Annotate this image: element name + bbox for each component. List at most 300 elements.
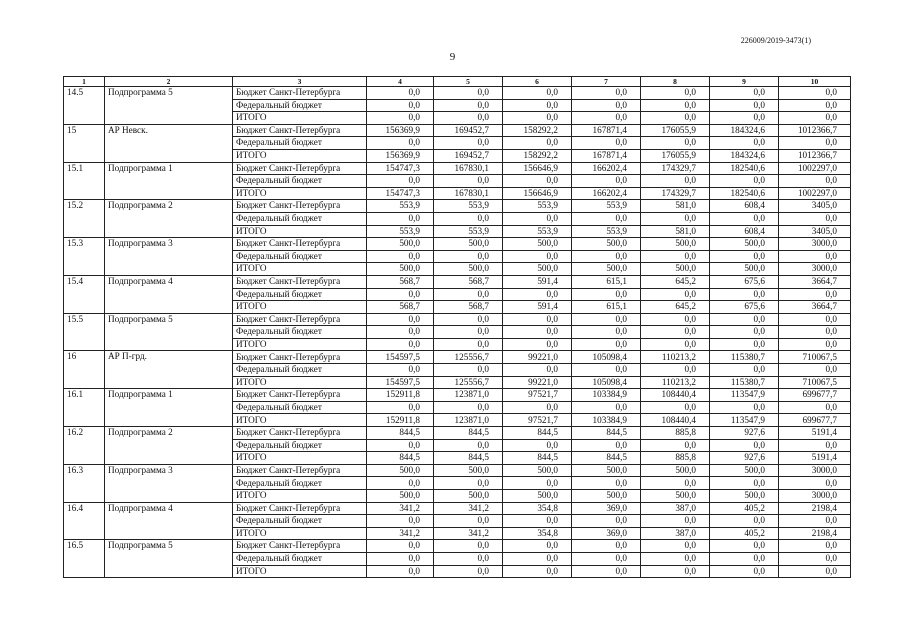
amount-value: 169452,7 (454, 150, 489, 161)
amount-cell (434, 112, 503, 125)
amount-cell (503, 288, 572, 301)
amount-cell (503, 326, 572, 339)
amount-value: 0,0 (753, 250, 765, 261)
amount-cell (710, 112, 779, 125)
funding-source: ИТОГО (233, 263, 367, 276)
column-header: 1 (64, 77, 105, 87)
amount-cell (434, 175, 503, 188)
amount-cell (367, 175, 434, 188)
table-row (64, 351, 851, 364)
amount-cell (503, 112, 572, 125)
amount-cell (710, 149, 779, 162)
amount-cell (779, 275, 851, 288)
amount-value: 710067,5 (802, 351, 837, 362)
amount-value: 167871,4 (592, 124, 627, 135)
amount-cell (779, 326, 851, 339)
amount-cell (710, 338, 779, 351)
amount-value: 110213,2 (661, 376, 696, 387)
amount-cell (641, 313, 710, 326)
item-code: 15.1 (64, 162, 105, 200)
amount-cell (503, 301, 572, 314)
amount-value: 0,0 (615, 99, 627, 110)
amount-cell (503, 490, 572, 503)
amount-value: 0,0 (753, 112, 765, 123)
amount-value: 105098,4 (592, 376, 627, 387)
amount-cell (367, 313, 434, 326)
amount-value: 0,0 (615, 326, 627, 337)
amount-value: 0,0 (825, 87, 837, 98)
amount-cell (434, 149, 503, 162)
amount-value: 156369,9 (385, 150, 420, 161)
amount-value: 0,0 (684, 250, 696, 261)
amount-value: 108440,4 (661, 389, 696, 400)
amount-value: 500,0 (537, 263, 558, 274)
amount-cell (367, 326, 434, 339)
amount-value: 0,0 (477, 250, 489, 261)
amount-value: 0,0 (408, 401, 420, 412)
amount-value: 113547,9 (730, 414, 765, 425)
amount-value: 0,0 (684, 477, 696, 488)
amount-cell (779, 389, 851, 402)
amount-cell (572, 439, 641, 452)
item-name: Подпрограмма 4 (105, 275, 233, 313)
amount-value: 0,0 (825, 137, 837, 148)
amount-cell (572, 162, 641, 175)
amount-cell (572, 414, 641, 427)
item-name: Подпрограмма 5 (105, 540, 233, 578)
amount-value: 0,0 (408, 137, 420, 148)
amount-value: 0,0 (546, 565, 558, 576)
amount-cell (779, 225, 851, 238)
amount-cell (367, 99, 434, 112)
table-row (64, 313, 851, 326)
amount-value: 387,0 (675, 527, 696, 538)
amount-value: 174329,7 (661, 162, 696, 173)
amount-cell (641, 187, 710, 200)
amount-cell (641, 124, 710, 137)
amount-cell (710, 275, 779, 288)
amount-cell (434, 212, 503, 225)
funding-source: Бюджет Санкт-Петербурга (233, 313, 367, 326)
amount-value: 0,0 (825, 553, 837, 564)
amount-cell (503, 250, 572, 263)
amount-value: 156369,9 (385, 124, 420, 135)
table-row (64, 389, 851, 402)
amount-cell (572, 124, 641, 137)
amount-cell (779, 187, 851, 200)
amount-value: 0,0 (684, 338, 696, 349)
amount-value: 110213,2 (661, 351, 696, 362)
amount-value: 0,0 (408, 553, 420, 564)
amount-cell (503, 502, 572, 515)
amount-value: 176055,9 (661, 124, 696, 135)
amount-value: 500,0 (468, 490, 489, 501)
amount-value: 0,0 (546, 338, 558, 349)
amount-cell (367, 376, 434, 389)
amount-value: 0,0 (615, 553, 627, 564)
amount-cell (572, 288, 641, 301)
amount-value: 0,0 (753, 87, 765, 98)
amount-cell (710, 477, 779, 490)
amount-value: 553,9 (606, 200, 627, 211)
amount-value: 0,0 (615, 313, 627, 324)
funding-source: Федеральный бюджет (233, 212, 367, 225)
amount-value: 0,0 (753, 515, 765, 526)
amount-value: 0,0 (408, 288, 420, 299)
amount-value: 0,0 (615, 515, 627, 526)
amount-cell (572, 427, 641, 440)
amount-cell (572, 225, 641, 238)
amount-cell (779, 99, 851, 112)
amount-value: 645,2 (675, 301, 696, 312)
amount-value: 710067,5 (802, 376, 837, 387)
amount-value: 5191,4 (811, 427, 837, 438)
amount-value: 0,0 (477, 540, 489, 551)
amount-cell (434, 137, 503, 150)
funding-source: Федеральный бюджет (233, 99, 367, 112)
amount-cell (641, 364, 710, 377)
amount-value: 0,0 (753, 313, 765, 324)
amount-value: 0,0 (615, 565, 627, 576)
amount-cell (434, 490, 503, 503)
amount-value: 0,0 (546, 515, 558, 526)
amount-value: 844,5 (399, 427, 420, 438)
amount-value: 3664,7 (811, 276, 837, 286)
amount-value: 97521,7 (528, 389, 558, 400)
amount-cell (710, 351, 779, 364)
amount-value: 152911,8 (385, 389, 420, 400)
amount-value: 0,0 (408, 112, 420, 123)
amount-cell (779, 414, 851, 427)
amount-cell (572, 250, 641, 263)
amount-value: 0,0 (477, 112, 489, 123)
amount-value: 553,9 (468, 200, 489, 211)
amount-cell (434, 351, 503, 364)
amount-cell (710, 540, 779, 553)
amount-value: 608,4 (744, 200, 765, 211)
amount-cell (641, 389, 710, 402)
amount-cell (641, 149, 710, 162)
amount-value: 0,0 (408, 540, 420, 551)
amount-value: 0,0 (615, 175, 627, 186)
amount-cell (572, 515, 641, 528)
amount-cell (779, 124, 851, 137)
funding-source: Бюджет Санкт-Петербурга (233, 124, 367, 137)
amount-cell (572, 565, 641, 578)
amount-cell (572, 275, 641, 288)
funding-source: ИТОГО (233, 301, 367, 314)
amount-value: 0,0 (615, 213, 627, 224)
amount-cell (779, 301, 851, 314)
amount-value: 0,0 (753, 553, 765, 564)
amount-value: 0,0 (615, 540, 627, 551)
amount-cell (710, 490, 779, 503)
amount-value: 0,0 (825, 439, 837, 450)
amount-value: 184324,6 (730, 124, 765, 135)
table-row (64, 200, 851, 213)
item-code: 15.3 (64, 238, 105, 276)
amount-cell (641, 540, 710, 553)
amount-value: 152911,8 (385, 414, 420, 425)
amount-cell (434, 414, 503, 427)
amount-value: 125556,7 (454, 376, 489, 387)
item-name: Подпрограмма 5 (105, 87, 233, 125)
column-header: 2 (105, 77, 233, 87)
amount-value: 500,0 (744, 263, 765, 274)
amount-value: 0,0 (546, 137, 558, 148)
amount-value: 0,0 (408, 326, 420, 337)
amount-cell (572, 401, 641, 414)
amount-value: 123871,0 (454, 389, 489, 400)
funding-source: Бюджет Санкт-Петербурга (233, 464, 367, 477)
amount-cell (779, 439, 851, 452)
amount-value: 0,0 (825, 175, 837, 186)
item-name: Подпрограмма 3 (105, 464, 233, 502)
table-row (64, 238, 851, 251)
amount-value: 0,0 (477, 213, 489, 224)
amount-cell (641, 162, 710, 175)
amount-value: 369,0 (606, 527, 627, 538)
amount-cell (367, 351, 434, 364)
amount-value: 500,0 (468, 238, 489, 249)
amount-value: 154597,5 (385, 376, 420, 387)
amount-value: 0,0 (684, 99, 696, 110)
amount-value: 500,0 (468, 464, 489, 475)
amount-cell (710, 162, 779, 175)
amount-cell (503, 200, 572, 213)
amount-cell (710, 401, 779, 414)
amount-value: 0,0 (408, 313, 420, 324)
amount-value: 0,0 (477, 326, 489, 337)
amount-value: 0,0 (825, 565, 837, 576)
amount-value: 169452,7 (454, 124, 489, 135)
amount-cell (503, 275, 572, 288)
header-row (64, 77, 851, 87)
amount-value: 115380,7 (730, 376, 765, 387)
amount-cell (367, 301, 434, 314)
amount-cell (367, 364, 434, 377)
item-name: Подпрограмма 1 (105, 162, 233, 200)
amount-value: 0,0 (546, 313, 558, 324)
amount-cell (572, 364, 641, 377)
amount-value: 0,0 (684, 137, 696, 148)
amount-cell (367, 149, 434, 162)
amount-cell (367, 427, 434, 440)
funding-source: ИТОГО (233, 149, 367, 162)
funding-source: ИТОГО (233, 376, 367, 389)
amount-value: 500,0 (606, 238, 627, 249)
amount-cell (641, 401, 710, 414)
amount-value: 0,0 (546, 364, 558, 375)
amount-cell (572, 464, 641, 477)
amount-cell (367, 464, 434, 477)
amount-value: 0,0 (753, 288, 765, 299)
amount-value: 0,0 (684, 288, 696, 299)
amount-cell (572, 326, 641, 339)
amount-value: 844,5 (537, 452, 558, 463)
amount-value: 0,0 (615, 338, 627, 349)
amount-value: 0,0 (408, 338, 420, 349)
amount-cell (367, 552, 434, 565)
funding-source: ИТОГО (233, 338, 367, 351)
amount-value: 0,0 (753, 401, 765, 412)
amount-value: 844,5 (468, 427, 489, 438)
funding-source: Федеральный бюджет (233, 439, 367, 452)
amount-value: 182540,6 (730, 162, 765, 173)
amount-value: 0,0 (825, 326, 837, 337)
amount-cell (434, 238, 503, 251)
amount-value: 0,0 (825, 288, 837, 299)
amount-cell (641, 326, 710, 339)
table-row (64, 502, 851, 515)
amount-cell (572, 338, 641, 351)
amount-value: 844,5 (606, 452, 627, 463)
amount-cell (367, 112, 434, 125)
amount-value: 0,0 (546, 477, 558, 488)
amount-cell (434, 439, 503, 452)
amount-cell (503, 124, 572, 137)
funding-source: Федеральный бюджет (233, 137, 367, 150)
amount-value: 844,5 (606, 427, 627, 438)
amount-value: 0,0 (825, 338, 837, 349)
amount-value: 0,0 (684, 326, 696, 337)
amount-value: 0,0 (546, 439, 558, 450)
amount-value: 0,0 (753, 99, 765, 110)
amount-value: 154597,5 (385, 351, 420, 362)
amount-cell (710, 87, 779, 100)
amount-cell (503, 452, 572, 465)
amount-value: 154747,3 (385, 187, 420, 198)
column-header: 3 (233, 77, 367, 87)
amount-cell (367, 124, 434, 137)
amount-cell (779, 515, 851, 528)
amount-value: 123871,0 (454, 414, 489, 425)
amount-value: 675,6 (744, 301, 765, 312)
item-code: 16.3 (64, 464, 105, 502)
column-header: 4 (367, 77, 434, 87)
amount-cell (434, 313, 503, 326)
amount-cell (367, 200, 434, 213)
amount-value: 105098,4 (592, 351, 627, 362)
amount-value: 3000,0 (811, 464, 837, 475)
amount-cell (367, 275, 434, 288)
amount-value: 0,0 (615, 477, 627, 488)
amount-cell (641, 87, 710, 100)
amount-cell (434, 565, 503, 578)
amount-cell (434, 477, 503, 490)
amount-value: 0,0 (408, 175, 420, 186)
amount-value: 553,9 (399, 225, 420, 236)
amount-cell (434, 527, 503, 540)
amount-value: 500,0 (606, 464, 627, 475)
amount-value: 1002297,0 (797, 162, 837, 173)
funding-source: ИТОГО (233, 225, 367, 238)
amount-cell (641, 477, 710, 490)
amount-cell (503, 439, 572, 452)
funding-source: Бюджет Санкт-Петербурга (233, 351, 367, 364)
funding-source: ИТОГО (233, 414, 367, 427)
amount-value: 405,2 (744, 502, 765, 513)
amount-value: 0,0 (546, 213, 558, 224)
amount-cell (641, 502, 710, 515)
amount-cell (710, 288, 779, 301)
amount-cell (572, 137, 641, 150)
amount-value: 553,9 (468, 225, 489, 236)
amount-cell (572, 187, 641, 200)
amount-cell (641, 552, 710, 565)
funding-source: ИТОГО (233, 112, 367, 125)
amount-cell (434, 162, 503, 175)
funding-source: ИТОГО (233, 527, 367, 540)
amount-value: 108440,4 (661, 414, 696, 425)
amount-cell (572, 238, 641, 251)
amount-value: 615,1 (606, 276, 627, 286)
amount-cell (641, 427, 710, 440)
amount-value: 341,2 (468, 502, 489, 513)
amount-value: 354,8 (537, 527, 558, 538)
amount-cell (641, 301, 710, 314)
amount-value: 0,0 (825, 540, 837, 551)
amount-cell (710, 301, 779, 314)
amount-value: 0,0 (753, 364, 765, 375)
amount-value: 500,0 (675, 238, 696, 249)
amount-cell (779, 540, 851, 553)
amount-cell (779, 527, 851, 540)
amount-value: 158292,2 (523, 150, 558, 161)
amount-cell (641, 263, 710, 276)
amount-cell (710, 565, 779, 578)
funding-source: Бюджет Санкт-Петербурга (233, 200, 367, 213)
amount-cell (572, 552, 641, 565)
amount-cell (641, 351, 710, 364)
amount-value: 113547,9 (730, 389, 765, 400)
amount-value: 0,0 (477, 87, 489, 98)
amount-value: 500,0 (675, 464, 696, 475)
item-code: 16 (64, 351, 105, 389)
amount-cell (503, 427, 572, 440)
amount-cell (434, 99, 503, 112)
amount-value: 166202,4 (592, 187, 627, 198)
amount-value: 167830,1 (454, 187, 489, 198)
amount-cell (367, 452, 434, 465)
item-code: 16.4 (64, 502, 105, 540)
funding-source: Федеральный бюджет (233, 552, 367, 565)
amount-value: 341,2 (399, 502, 420, 513)
column-header: 5 (434, 77, 503, 87)
amount-cell (503, 515, 572, 528)
amount-value: 553,9 (537, 200, 558, 211)
amount-value: 2198,4 (811, 502, 837, 513)
amount-value: 0,0 (684, 540, 696, 551)
item-name: Подпрограмма 4 (105, 502, 233, 540)
amount-value: 0,0 (477, 515, 489, 526)
amount-cell (367, 490, 434, 503)
amount-value: 0,0 (684, 439, 696, 450)
amount-value: 591,4 (537, 276, 558, 286)
column-header: 8 (641, 77, 710, 87)
amount-value: 500,0 (537, 464, 558, 475)
amount-cell (367, 225, 434, 238)
item-name: АР Невск. (105, 124, 233, 162)
amount-value: 0,0 (477, 313, 489, 324)
amount-value: 405,2 (744, 527, 765, 538)
amount-cell (779, 477, 851, 490)
amount-cell (503, 364, 572, 377)
amount-cell (572, 313, 641, 326)
amount-value: 0,0 (825, 401, 837, 412)
amount-value: 2198,4 (811, 527, 837, 538)
table-row (64, 464, 851, 477)
